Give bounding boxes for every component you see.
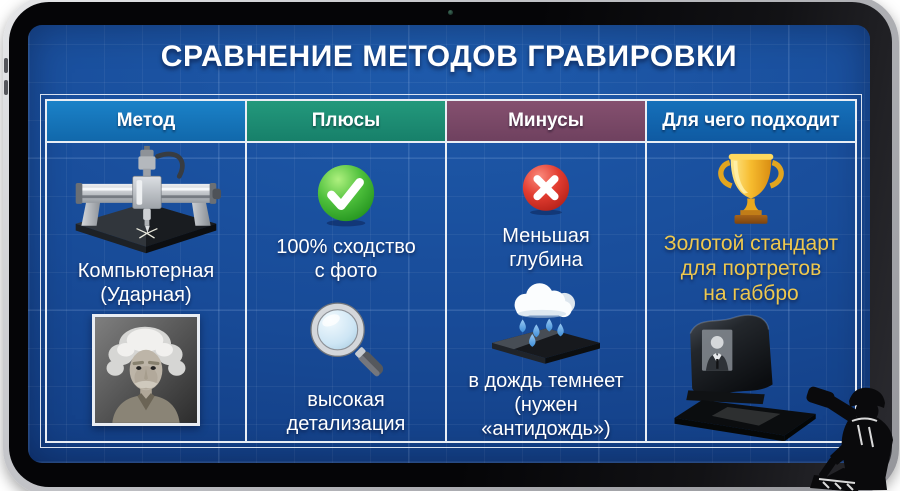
cons-item2-text: [447, 369, 645, 441]
cons-item1-text: [502, 224, 589, 272]
cons-item2-line1: в дождь темнеет: [468, 370, 624, 392]
header-cons-label: Минусы: [508, 110, 584, 131]
suitability-text: [664, 231, 838, 306]
pros-item1-text: [276, 235, 416, 283]
header-suitability: [647, 101, 855, 143]
pros-item2-line2: детализация: [286, 413, 406, 435]
header-method-label: Метод: [116, 110, 176, 131]
suitability-line1: Золотой стандарт: [663, 231, 839, 255]
cnc-engraving-machine-icon: [70, 143, 222, 259]
page-title: СРАВНЕНИЕ МЕТОДОВ ГРАВИРОВКИ: [160, 40, 738, 73]
header-pros-label: Плюсы: [311, 110, 381, 131]
suitability-line2: для портретов: [680, 256, 822, 280]
einstein-portrait-photo: [92, 314, 200, 426]
gold-trophy-icon: [716, 151, 786, 227]
pros-item1-line2: с фото: [314, 260, 378, 282]
volume-down-button: [4, 80, 8, 95]
pros-item2-line1: высокая: [307, 389, 385, 411]
method-name-line1: Компьютерная: [77, 260, 215, 282]
method-name: [78, 259, 215, 307]
front-camera-dot: [448, 10, 453, 15]
stonemason-logo: [785, 379, 900, 491]
volume-up-button: [4, 58, 8, 73]
red-cross-icon: [515, 163, 577, 216]
comparison-table: [45, 99, 857, 443]
rain-cloud-over-stone-icon: [472, 280, 620, 365]
cons-cell: [447, 143, 647, 441]
cons-item1-line1: Меньшая: [502, 224, 590, 247]
cons-item1-line2: глубина: [509, 248, 583, 271]
pros-item2-text: [287, 388, 406, 436]
cons-item2-line2: (нужен «антидождь»): [481, 394, 611, 440]
method-name-line2: (Ударная): [100, 284, 192, 306]
header-cons: [447, 101, 647, 143]
tablet-screen: [28, 25, 870, 463]
header-method: [47, 101, 247, 143]
magnifier-icon: [305, 298, 387, 382]
suitability-line3: на габбро: [703, 281, 799, 305]
pros-cell: [247, 143, 447, 441]
green-check-icon: [315, 163, 377, 227]
method-cell: [47, 143, 247, 441]
pros-item1-line1: 100% сходство: [276, 236, 416, 258]
header-suitability-label: Для чего подходит: [662, 110, 840, 131]
header-pros: [247, 101, 447, 143]
